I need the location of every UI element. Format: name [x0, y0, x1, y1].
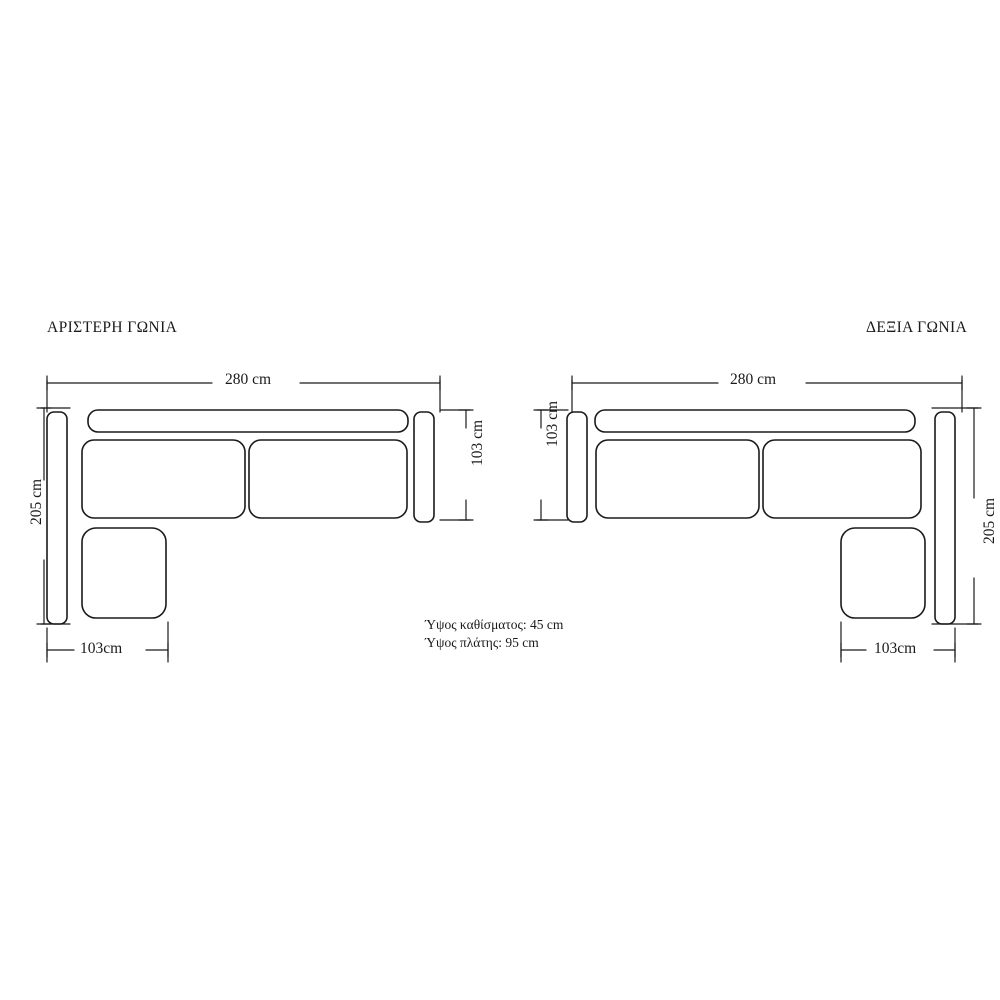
- left-depth-label: 205 cm: [28, 478, 46, 526]
- left-side-height-label: 103 cm: [469, 419, 487, 467]
- right-depth-label: 205 cm: [981, 497, 999, 545]
- left-sofa-backrest: [88, 410, 408, 432]
- left-sofa-shape: [47, 410, 434, 624]
- right-width-label: 280 cm: [730, 371, 777, 388]
- right-sofa-chaise-cushion: [841, 528, 925, 618]
- right-dim-depth-205: [932, 408, 981, 624]
- right-sofa-shape: [567, 410, 955, 624]
- right-side-height-label: 103 cm: [544, 400, 562, 448]
- left-sofa-left-arm: [47, 412, 67, 624]
- right-bottom-width-label: 103cm: [874, 640, 917, 657]
- left-sofa-seat-cushion-1: [82, 440, 245, 518]
- left-sofa-seat-cushion-2: [249, 440, 407, 518]
- left-sofa-chaise-cushion: [82, 528, 166, 618]
- seat-height-note: Ύψος καθίσματος: 45 cm: [425, 617, 564, 632]
- back-height-note: Ύψος πλάτης: 95 cm: [425, 635, 539, 650]
- right-sofa-right-arm: [935, 412, 955, 624]
- right-sofa-seat-cushion-1: [596, 440, 759, 518]
- right-sofa-title: ΔΕΞΙΑ ΓΩΝΙΑ: [866, 319, 968, 336]
- left-bottom-width-label: 103cm: [80, 640, 123, 657]
- right-sofa-seat-cushion-2: [763, 440, 921, 518]
- left-sofa-right-arm: [414, 412, 434, 522]
- left-sofa-title: ΑΡΙΣΤΕΡΗ ΓΩΝΙΑ: [47, 319, 178, 336]
- right-sofa-backrest: [595, 410, 915, 432]
- right-sofa-left-arm: [567, 412, 587, 522]
- left-width-label: 280 cm: [225, 371, 272, 388]
